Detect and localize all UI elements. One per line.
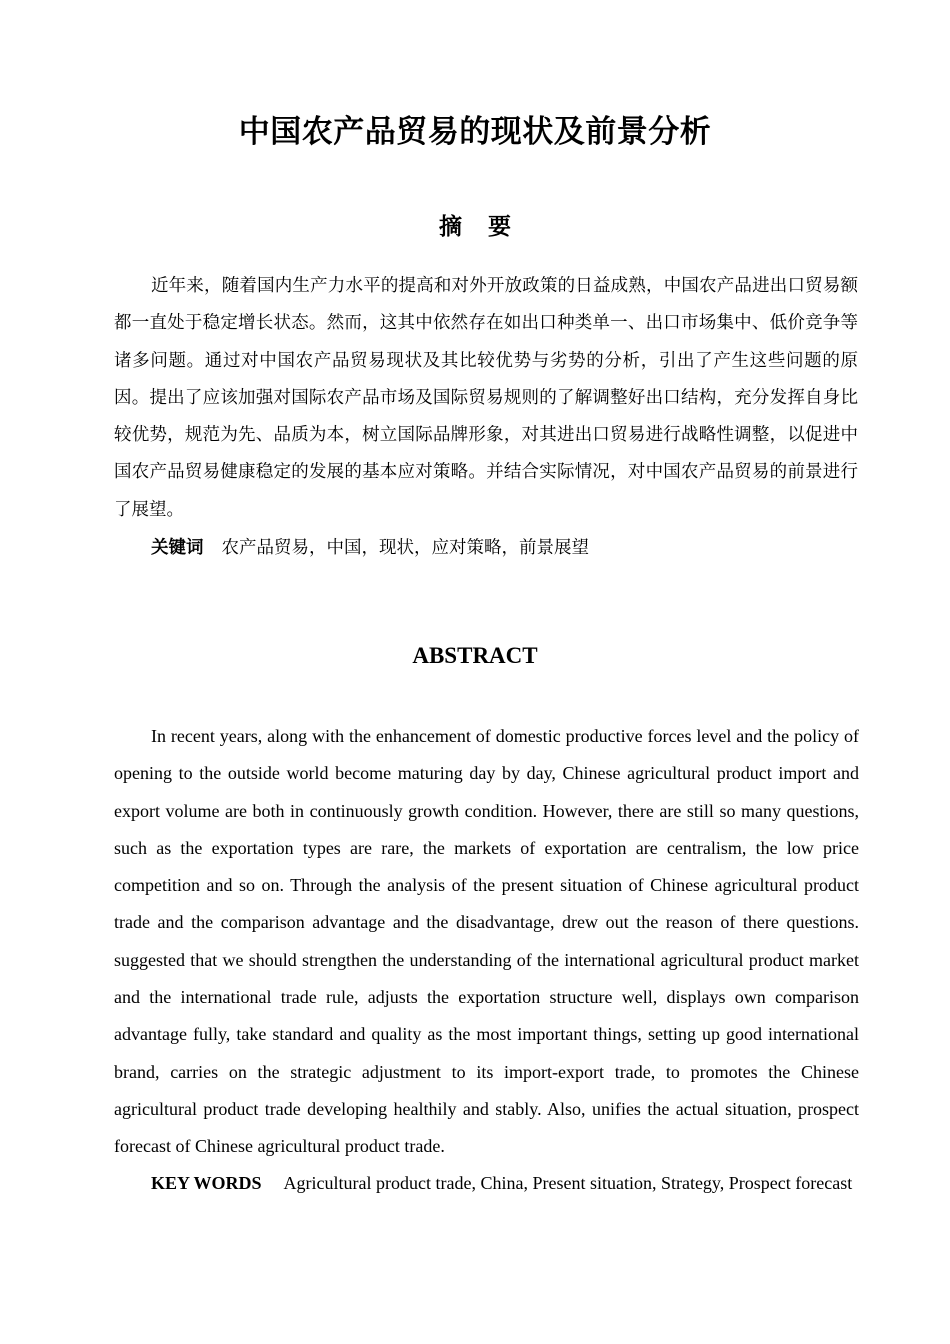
abstract-cn-heading [0,208,950,241]
keywords-cn [151,530,589,567]
abstract-cn-heading-char: 摘 [439,214,462,240]
abstract-cn-paragraph: 近年来，随着国内生产力水平的提高和对外开放政策的日益成熟，中国农产品进出口贸易额都一直处于稳定增长状态。然而，这其中依然存在如出口种类单一、出口市场集中、低价竞争等诸多问题。通过对中国农产品贸易现状及其比较优势与劣势的分析，引出了产生这些问题的原因。提出了应该加强对国际农产品市场及国际贸易规则的了解调整好出口结构，充分发挥自身比较优势，规范为先、品质为本，树立国际品牌形象，对其进出口贸易进行战略性调整，以促进中国农产品贸易健康稳定的发展的基本应对策略。并结合实际情况，对中国农产品贸易的前景进行了展望。 [114,276,858,520]
abstract-cn-body [114,268,858,529]
keywords-en [114,1165,859,1202]
abstract-en-body [114,718,859,1166]
keywords-cn-text: 农产品贸易，中国，现状，应对策略，前景展望 [221,538,589,558]
keywords-cn-label: 关键词 [151,538,204,558]
keywords-en-text: Agricultural product trade, China, Present situation, Strategy, Prospect forecast [283,1173,853,1193]
abstract-en-paragraph: In recent years, along with the enhancement of domestic productive forces level and the policy of opening to the outside world become maturing day by day, Chinese agricultural product import and export volume are both in continuously growth condition. However, there are still so many questions, such as the exportation types are rare, the markets of exportation are centralism, the low price competition and so on. Through the analysis of the present situation of Chinese agricultural product trade and the comparison advantage and the disadvantage, drew out the reason of there questions. suggested that we should strengthen the understanding of the international agricultural product market and the international trade rule, adjusts the exportation structure well, displays own comparison advantage fully, take standard and quality as the most important things, setting up good international brand, carries on the strategic adjustment to its import-export trade, to promotes the Chinese agricultural product trade developing healthily and stably. Also, unifies the actual situation, prospect forecast of Chinese agricultural product trade. [114,726,859,1157]
abstract-en-heading: ABSTRACT [412,643,538,668]
page-title: 中国农产品贸易的现状及前景分析 [238,114,712,150]
keywords-en-label: KEY WORDS [151,1173,262,1193]
abstract-cn-heading-char: 要 [488,214,511,240]
